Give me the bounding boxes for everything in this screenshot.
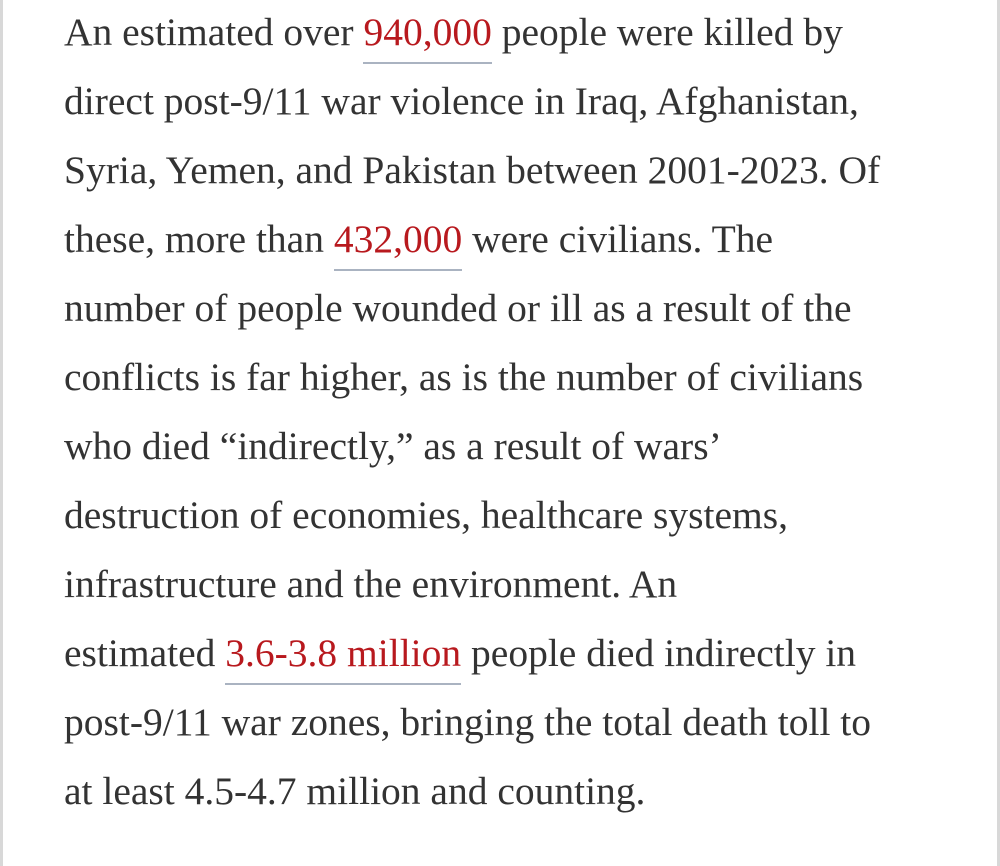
text-run: people were killed by	[491, 10, 843, 54]
text-run: number of people wounded or ill as a result of the	[64, 286, 852, 330]
text-run: were civilians. The	[462, 217, 773, 261]
text-run: conflicts is far higher, as is the number of civilians	[64, 355, 864, 399]
text-run: Syria, Yemen, and Pakistan between 2001-2023. Of	[64, 148, 881, 192]
text-run: infrastructure and the environment. An	[64, 562, 678, 606]
paragraph-line	[64, 0, 969, 67]
article-paragraph	[64, 0, 969, 826]
paragraph-line	[64, 274, 969, 343]
text-run: people died indirectly in	[461, 631, 857, 675]
text-run: post-9/11 war zones, bringing the total death toll to	[64, 700, 872, 744]
paragraph-line	[64, 343, 969, 412]
paragraph-line	[64, 67, 969, 136]
paragraph-line	[64, 757, 969, 826]
paragraph-line	[64, 619, 969, 688]
civilians-count-link[interactable]: 432,000	[334, 217, 462, 271]
paragraph-line	[64, 205, 969, 274]
text-run: at least 4.5-4.7 million and counting.	[64, 769, 646, 813]
text-run: An estimated over	[64, 10, 364, 54]
text-run: direct post-9/11 war violence in Iraq, Afghanistan,	[64, 79, 859, 123]
indirect-deaths-link[interactable]: 3.6-3.8 million	[225, 631, 461, 685]
paragraph-line	[64, 550, 969, 619]
text-run: who died “indirectly,” as a result of wars’	[64, 424, 722, 468]
left-border	[0, 0, 3, 866]
paragraph-line	[64, 412, 969, 481]
killed-count-link[interactable]: 940,000	[363, 10, 491, 64]
paragraph-line	[64, 688, 969, 757]
paragraph-line	[64, 481, 969, 550]
text-run: destruction of economies, healthcare systems,	[64, 493, 788, 537]
text-run: these, more than	[64, 217, 334, 261]
paragraph-line	[64, 136, 969, 205]
text-run: estimated	[64, 631, 226, 675]
